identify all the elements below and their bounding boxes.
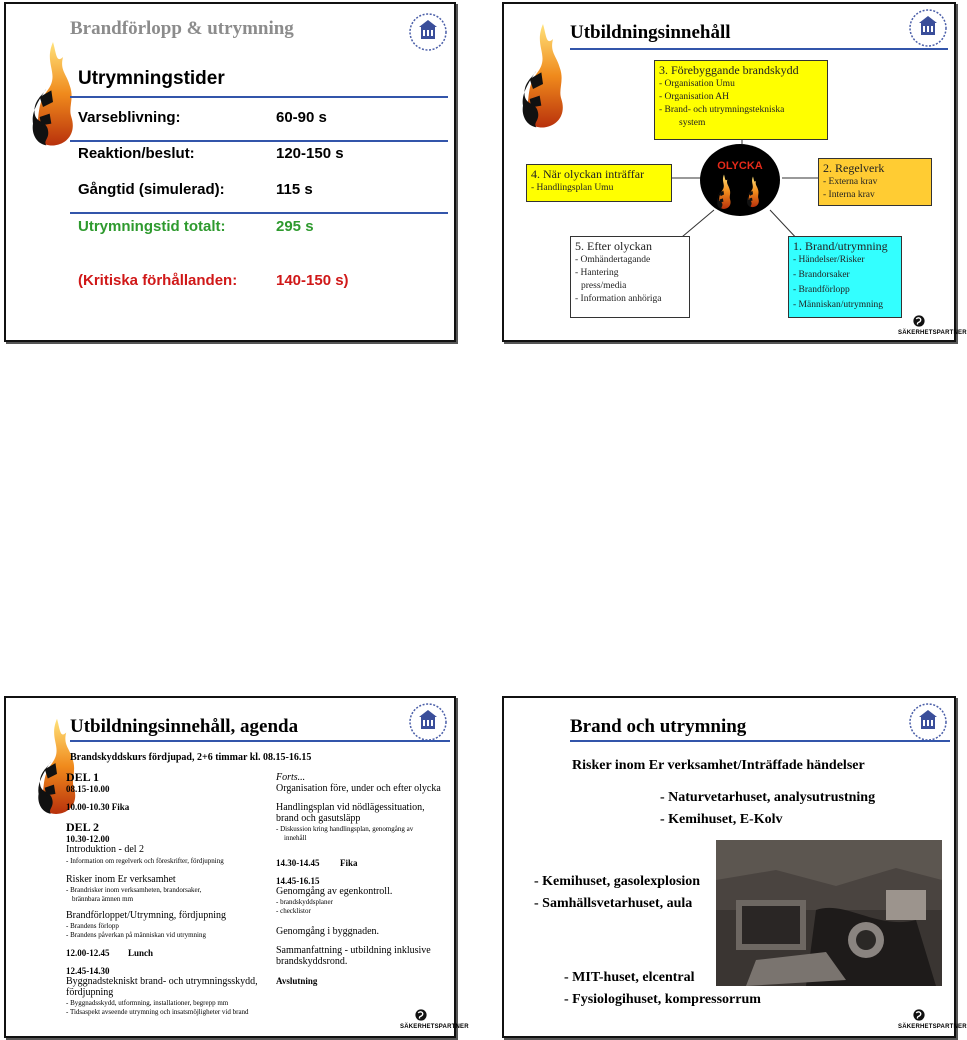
list-item: - Samhällsvetarhuset, aula — [534, 896, 693, 911]
divider — [570, 740, 950, 742]
box-item: - Brandorsaker — [793, 270, 850, 280]
box-item: - Organisation Umu — [659, 79, 735, 89]
agenda-time: 10.30-12.00 — [66, 834, 110, 844]
row-label: Varseblivning: — [78, 109, 181, 126]
fire-icon — [714, 174, 734, 210]
agenda-fika: Fika — [340, 858, 358, 868]
university-logo-icon — [408, 12, 448, 52]
agenda-item: brandskyddsrond. — [276, 956, 348, 967]
agenda-time: 14.30-14.45 — [276, 858, 320, 868]
agenda-subitem: - checklistor — [276, 907, 311, 915]
agenda-subitem: - Brandrisker inom verksamheten, brandorsaker, — [66, 886, 202, 894]
list-item: - Kemihuset, E-Kolv — [660, 812, 783, 827]
box-item: - Brand- och utrymningstekniska — [659, 105, 785, 115]
footer-brand: SÄKERHETSPARTNER — [898, 330, 967, 336]
box-item: - Hantering — [575, 268, 619, 278]
agenda-item: Organisation före, under och efter olycka — [276, 783, 441, 794]
slide-brand-och-utrymning — [502, 696, 967, 1038]
box-title: 2. Regelverk — [823, 161, 885, 175]
list-item: - Fysiologihuset, kompressorrum — [564, 992, 761, 1007]
box-item: system — [679, 118, 706, 128]
slide-title: Utbildningsinnehåll — [570, 22, 731, 43]
agenda-subitem: - Tidsaspekt avseende utrymning och insatsmöjligheter vid brand — [66, 1008, 249, 1016]
agenda-subitem: brännbara ämnen mm — [72, 895, 134, 903]
row-label: Gångtid (simulerad): — [78, 181, 225, 198]
footer-brand: SÄKERHETSPARTNER — [898, 1024, 967, 1030]
footer-brand: SÄKERHETSPARTNER — [400, 1024, 469, 1030]
olycka-label: OLYCKA — [717, 160, 763, 172]
list-item: - MIT-huset, elcentral — [564, 970, 695, 985]
agenda-del2: DEL 2 — [66, 820, 100, 834]
divider — [70, 140, 448, 142]
agenda-subitem: - Diskussion kring handlingsplan, genomgång av — [276, 825, 414, 833]
list-item: - Naturvetarhuset, analysutrustning — [660, 790, 876, 805]
agenda-subitem: - Brandens påverkan på människan vid utrymning — [66, 931, 206, 939]
fire-damage-photo-graphic — [716, 840, 942, 986]
box-brand-utrymning — [788, 236, 902, 318]
divider — [70, 212, 448, 214]
row-label-total: Utrymningstid totalt: — [78, 218, 226, 235]
agenda-item: Brandförloppet/Utrymning, fördjupning — [66, 910, 226, 921]
sakerhetspartner-logo-icon — [912, 314, 926, 328]
box-title: 3. Förebyggande brandskydd — [659, 63, 799, 77]
box-item: - Människan/utrymning — [793, 300, 883, 310]
box-item: - Externa krav — [823, 177, 878, 187]
box-item: - Händelser/Risker — [793, 255, 865, 265]
agenda-item: Introduktion - del 2 — [66, 844, 145, 855]
agenda-item: Risker inom Er verksamhet — [66, 874, 176, 885]
agenda-item: Byggnadstekniskt brand- och utrymningsskydd, — [66, 976, 258, 987]
box-title: 1. Brand/utrymning — [793, 239, 888, 253]
box-efter-olyckan — [570, 236, 690, 318]
row-value: 60-90 s — [276, 109, 327, 126]
agenda-lunch: Lunch — [128, 948, 154, 958]
olycka-circle — [700, 144, 780, 216]
section-heading: Utrymningstider — [78, 68, 225, 89]
agenda-item: Genomgång i byggnaden. — [276, 926, 380, 937]
row-label: Reaktion/beslut: — [78, 145, 195, 162]
row-value-total: 295 s — [276, 218, 314, 235]
fire-damage-photo — [716, 840, 942, 986]
slide-subtitle: Risker inom Er verksamhet/Inträffade händelser — [572, 758, 865, 773]
university-logo-icon — [908, 702, 948, 742]
sakerhetspartner-logo-icon — [414, 1008, 428, 1022]
box-item: - Organisation AH — [659, 92, 730, 102]
box-nar-olyckan — [526, 164, 672, 202]
box-item: - Brandförlopp — [793, 285, 850, 295]
box-regelverk — [818, 158, 932, 206]
agenda-subitem: - brandskyddsplaner — [276, 898, 333, 906]
agenda-avslutning: Avslutning — [276, 976, 318, 986]
slide-title: Brand och utrymning — [570, 716, 747, 737]
box-item: - Information anhöriga — [575, 294, 662, 304]
agenda-subitem: - Byggnadsskydd, utformning, installationer, begrepp mm — [66, 999, 229, 1007]
slide-title: Utbildningsinnehåll, agenda — [70, 716, 299, 737]
agenda-item: brand och gasutsläpp — [276, 813, 361, 824]
university-logo-icon — [408, 702, 448, 742]
fire-icon — [744, 176, 762, 208]
box-item: press/media — [581, 281, 627, 291]
row-label-critical: (Kritiska förhållanden: — [78, 272, 238, 289]
flame-icon — [28, 32, 78, 157]
agenda-time: 14.45-16.15 — [276, 876, 320, 886]
box-item: - Handlingsplan Umu — [531, 183, 614, 193]
slide-agenda — [4, 696, 469, 1038]
slide-utbildningsinnehall — [502, 2, 967, 342]
box-title: 4. När olyckan inträffar — [531, 167, 645, 181]
agenda-item: Handlingsplan vid nödlägessituation, — [276, 802, 425, 813]
agenda-item: Sammanfattning - utbildning inklusive — [276, 945, 431, 956]
box-title: 5. Efter olyckan — [575, 239, 652, 253]
box-forebyggande — [654, 60, 828, 140]
slide-title: Brandförlopp & utrymning — [70, 18, 294, 39]
divider — [70, 96, 448, 98]
agenda-subitem: - Information om regelverk och föreskrifter, fördjupning — [66, 857, 224, 865]
slide-brandforlopp — [4, 2, 456, 342]
list-item: - Kemihuset, gasolexplosion — [534, 874, 701, 889]
agenda-del1: DEL 1 — [66, 770, 100, 784]
agenda-subitem: innehåll — [284, 834, 307, 842]
agenda-time: 12.45-14.30 — [66, 966, 110, 976]
agenda-subitem: - Brandens förlopp — [66, 922, 119, 930]
agenda-item: fördjupning — [66, 987, 114, 998]
agenda-time: 08.15-10.00 — [66, 784, 110, 794]
sakerhetspartner-logo-icon — [912, 1008, 926, 1022]
row-value: 120-150 s — [276, 145, 344, 162]
agenda-forts: Forts... — [276, 772, 306, 783]
box-item: - Omhändertagande — [575, 255, 651, 265]
agenda-item: Genomgång av egenkontroll. — [276, 886, 393, 897]
agenda-subtitle: Brandskyddskurs fördjupad, 2+6 timmar kl. 08.15-16.15 — [70, 752, 312, 763]
divider — [70, 740, 450, 742]
agenda-fika: 10.00-10.30 Fika — [66, 802, 130, 812]
row-value-critical: 140-150 s) — [276, 272, 349, 289]
box-item: - Interna krav — [823, 190, 875, 200]
agenda-time: 12.00-12.45 — [66, 948, 110, 958]
row-value: 115 s — [276, 181, 313, 198]
